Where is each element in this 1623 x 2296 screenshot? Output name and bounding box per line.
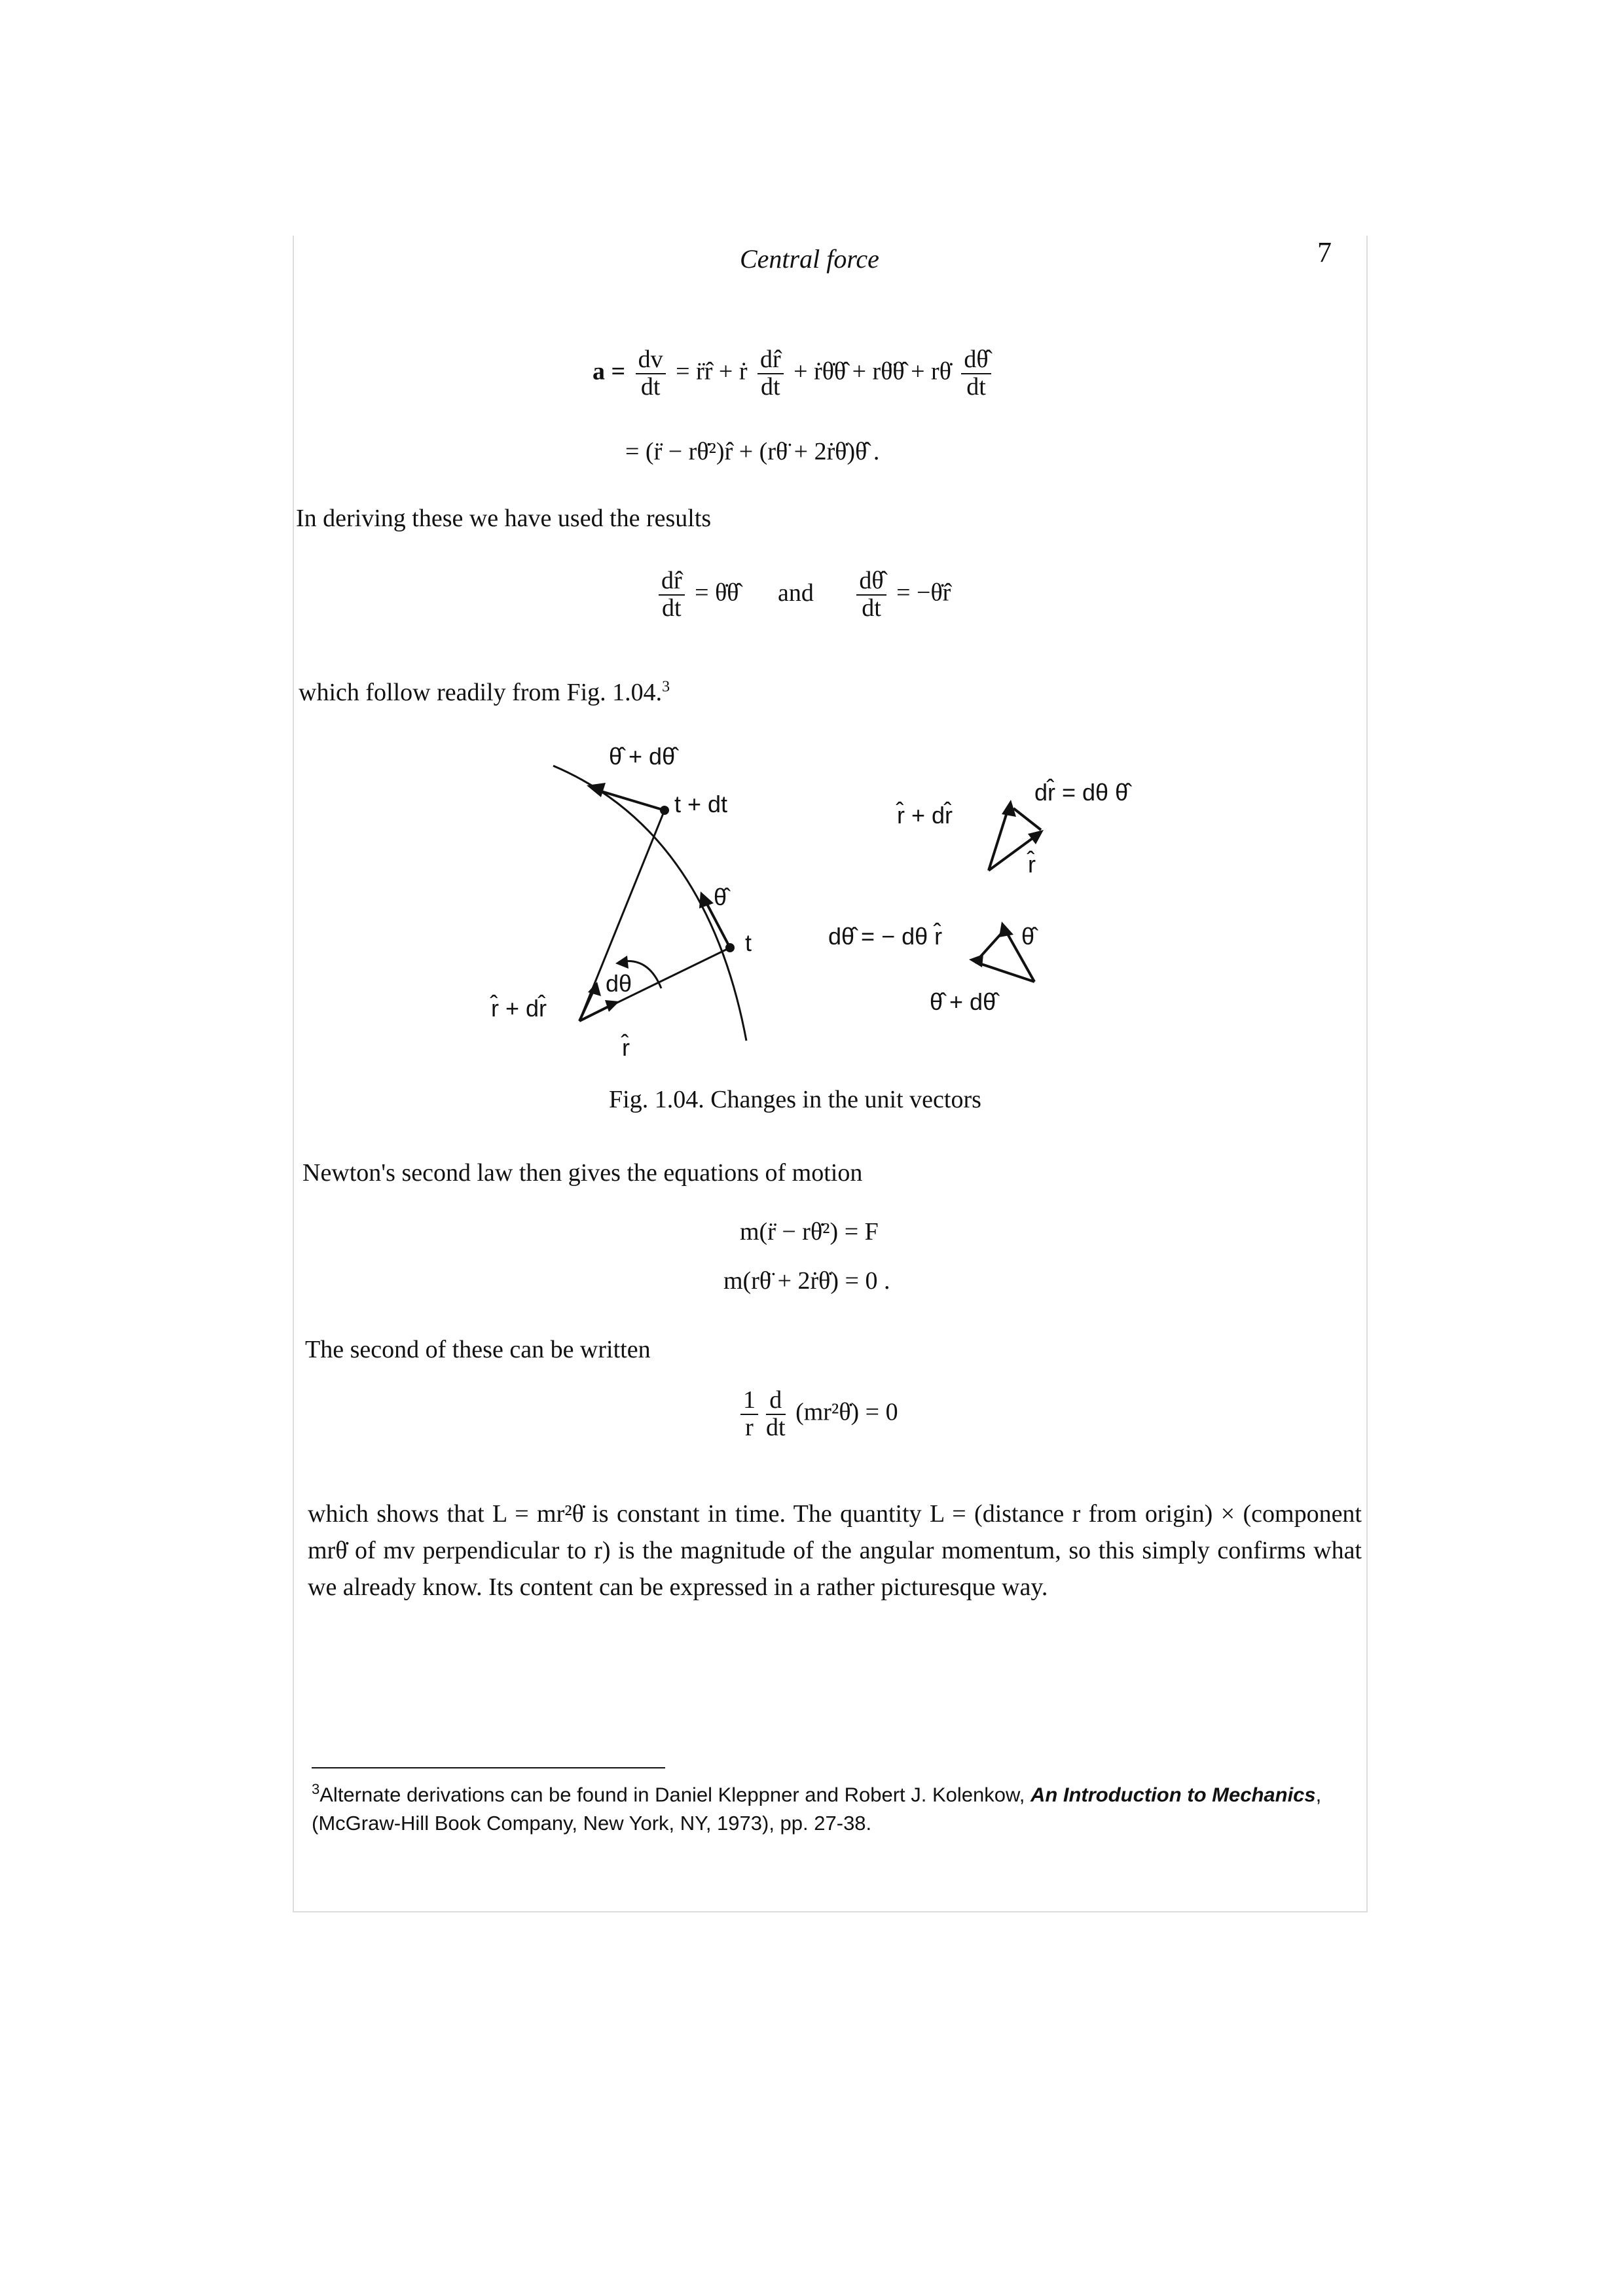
arrowhead-r-hat-left xyxy=(605,1000,619,1012)
paragraph-second: The second of these can be written xyxy=(305,1336,651,1363)
eq-term: (mr²θ̇) = 0 xyxy=(795,1398,898,1426)
label-dr-eq: dr̂ = dθ θ̂ xyxy=(1034,779,1129,806)
arrowhead-r-hat-right xyxy=(1028,830,1044,844)
equation-conservation xyxy=(737,1388,898,1441)
fraction-dr-dt: $\frac{dr̂}{dt}$ xyxy=(757,347,784,401)
equation-motion-line2: m(rθ̈ + 2ṙθ̇) = 0 . xyxy=(723,1267,890,1295)
fraction-dtheta-dt: $\frac{d\thetâ}{dt}$ xyxy=(856,568,886,622)
page-number: 7 xyxy=(1317,236,1332,268)
equation-acceleration-line2: = (r̈ − rθ̇²)r̂ + (rθ̈ + 2ṙθ̇)θ̂ . xyxy=(625,438,880,465)
eq-term: = −θ̇r̂ xyxy=(896,579,951,607)
label-dtheta: dθ xyxy=(606,970,632,997)
paragraph-results: In deriving these we have used the results xyxy=(296,505,712,532)
figure-caption: Fig. 1.04. Changes in the unit vectors xyxy=(609,1086,981,1113)
eq-term: + ṙθ̇θ̂ + rθ̈θ̂ + rθ̇ xyxy=(793,357,951,386)
fraction-dtheta-dt: $\frac{d\thetâ}{dt}$ xyxy=(961,347,991,401)
arrowhead-angle xyxy=(615,956,629,969)
paragraph-newton: Newton's second law then gives the equations of motion xyxy=(302,1159,863,1187)
fraction-dv-dt: $\frac{dv}{dt}$ xyxy=(636,347,666,401)
label-r-hat-right: r̂ xyxy=(1028,851,1036,878)
fraction-d-dt: $\frac{d}{dt}$ xyxy=(766,1386,786,1441)
label-theta-hat-right: θ̂ xyxy=(1021,923,1035,950)
paragraph-final: which shows that L = mr²θ̇ is constant in time. The quantity L = (distance r from origin) × (component mrθ̇ of mv perpendicular to r) is the magnitude of the angular momentum, so this simply confirms what we already know. Its content can be expressed in a rather picturesque way. xyxy=(308,1500,1362,1601)
label-r-hat-left: r̂ xyxy=(622,1034,630,1061)
arrow-dtheta xyxy=(976,929,1005,962)
running-head: Central force xyxy=(740,244,879,274)
paragraph-follow: which follow readily from Fig. 1.04.$^3$ xyxy=(299,678,670,706)
arrow-dr xyxy=(1013,808,1041,830)
label-t-plus-dt: t + dt xyxy=(674,791,728,817)
footnote-title: An Introduction to Mechanics xyxy=(1030,1783,1316,1806)
fraction-dr-dt: $\frac{dr̂}{dt}$ xyxy=(659,568,685,622)
eq-lhs: a = xyxy=(593,357,626,386)
footnote-marker: 3 xyxy=(312,1781,320,1797)
label-r-plus-dr-right: r̂ + dr̂ xyxy=(897,802,953,829)
eq-term: = r̈r̂ + ṙ xyxy=(676,357,748,386)
label-theta-plus-dtheta-top: θ̂ + dθ̂ xyxy=(609,743,676,770)
footnote-ref: 3 xyxy=(662,678,670,696)
arrow-r-plus-dr-right xyxy=(989,808,1008,870)
eq-and: and xyxy=(778,579,814,607)
arrow-theta-plus-dtheta xyxy=(593,789,665,810)
arrowhead-theta-hat xyxy=(699,891,714,908)
label-dtheta-eq: dθ̂ = − dθ r̂ xyxy=(828,923,943,950)
footnote: $^3$Alternate derivations can be found in Daniel Kleppner and Robert J. Kolenkow, An Introduction to Mechanics, (McGraw-Hill Book Company, New York, NY, 1973), pp. 27-38. xyxy=(312,1781,1322,1835)
footnote-rule xyxy=(312,1767,665,1768)
label-t: t xyxy=(745,929,752,956)
label-r-plus-dr-left: r̂ + dr̂ xyxy=(491,995,547,1022)
equation-motion-line1: m(r̈ − rθ̇²) = F xyxy=(740,1218,879,1246)
fraction-one-over-r: $\frac{1}{r}$ xyxy=(740,1388,758,1441)
eq-term: = θ̇θ̂ xyxy=(695,579,739,607)
label-theta-hat: θ̂ xyxy=(714,884,727,910)
label-theta-plus-dtheta-bottom: θ̂ + dθ̂ xyxy=(930,988,996,1015)
